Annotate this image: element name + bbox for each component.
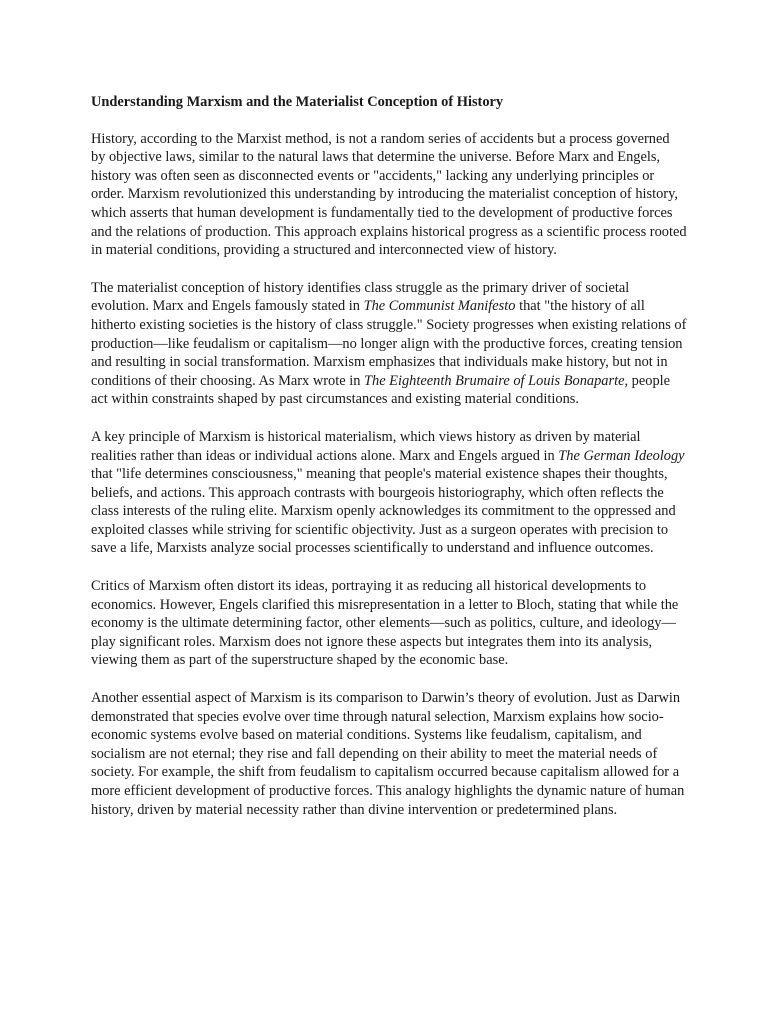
paragraph-3 — [91, 428, 687, 558]
book-title-communist-manifesto: The Communist Manifesto — [363, 298, 516, 315]
book-title-eighteenth-brumaire: The Eighteenth Brumaire of Louis Bonaparte — [364, 372, 625, 389]
paragraph-3-text-a: A key principle of Marxism is historical materialism, which views history as driven by material realities rather than ideas or individual actions alone. Marx and Engels argued in — [91, 428, 641, 464]
paragraph-4: Critics of Marxism often distort its ideas, portraying it as reducing all historical developments to economics. However, Engels clarified this misrepresentation in a letter to Bloch, stating that while the economy is the ultimate determining factor, other elements—such as politics, culture, and ideology—play significant roles. Marxism does not ignore these aspects but integrates them into its analysis, viewing them as part of the superstructure shaped by the economic base. — [91, 578, 679, 669]
paragraph-2-text-e: , people act within constraints shaped by past circumstances and existing material conditions. — [91, 372, 671, 408]
paragraph-1: History, according to the Marxist method, is not a random series of accidents but a process governed by objective laws, similar to the natural laws that determine the universe. Before Marx and Engels, history was often seen as disconnected events or "accidents," lacking any underlying principles or order. Marxism revolutionized this understanding by introducing the materialist conception of history, which asserts that human development is fundamentally tied to the development of productive forces and the relations of production. This approach explains historical progress as a scientific process rooted in material conditions, providing a structured and interconnected view of history. — [91, 130, 687, 259]
paragraph-2-text-a: The materialist conception of history identifies class struggle as the primary driver of societal evolution. Marx and Engels famously stated in — [91, 279, 630, 315]
book-title-german-ideology: The German Ideology — [558, 447, 685, 464]
document-title: Understanding Marxism and the Materialist Conception of History — [91, 94, 504, 110]
document-page — [91, 93, 687, 838]
paragraph-2-text-c: that "the history of all hitherto existing societies is the history of class struggle." Society progresses when existing relations of production—like feudalism or capitalism—no longer align with the productive forces, creating tension and resulting in social transformation. Marxism emphasizes that individuals make history, but not in conditions of their choosing. As Marx wrote in — [91, 298, 687, 389]
paragraph-3-text-c: that "life determines consciousness," meaning that people's material existence shapes their thoughts, beliefs, and actions. This approach contrasts with bourgeois historiography, which often reflects the class interests of the ruling elite. Marxism openly acknowledges its commitment to the oppressed and exploited classes while striving for scientific objectivity. Just as a surgeon operates with precision to save a life, Marxists analyze social processes scientifically to understand and influence outcomes. — [91, 466, 676, 557]
paragraph-2 — [91, 279, 687, 409]
paragraph-5: Another essential aspect of Marxism is its comparison to Darwin’s theory of evolution. Just as Darwin demonstrated that species evolve over time through natural selection, Marxism explains how socio-economic systems evolve based on material conditions. Systems like feudalism, capitalism, and socialism are not eternal; they rise and fall depending on their ability to meet the material needs of society. For example, the shift from feudalism to capitalism occurred because capitalism allowed for a more efficient development of productive forces. This analogy highlights the dynamic nature of human history, driven by material necessity rather than divine intervention or predetermined plans. — [91, 690, 685, 818]
